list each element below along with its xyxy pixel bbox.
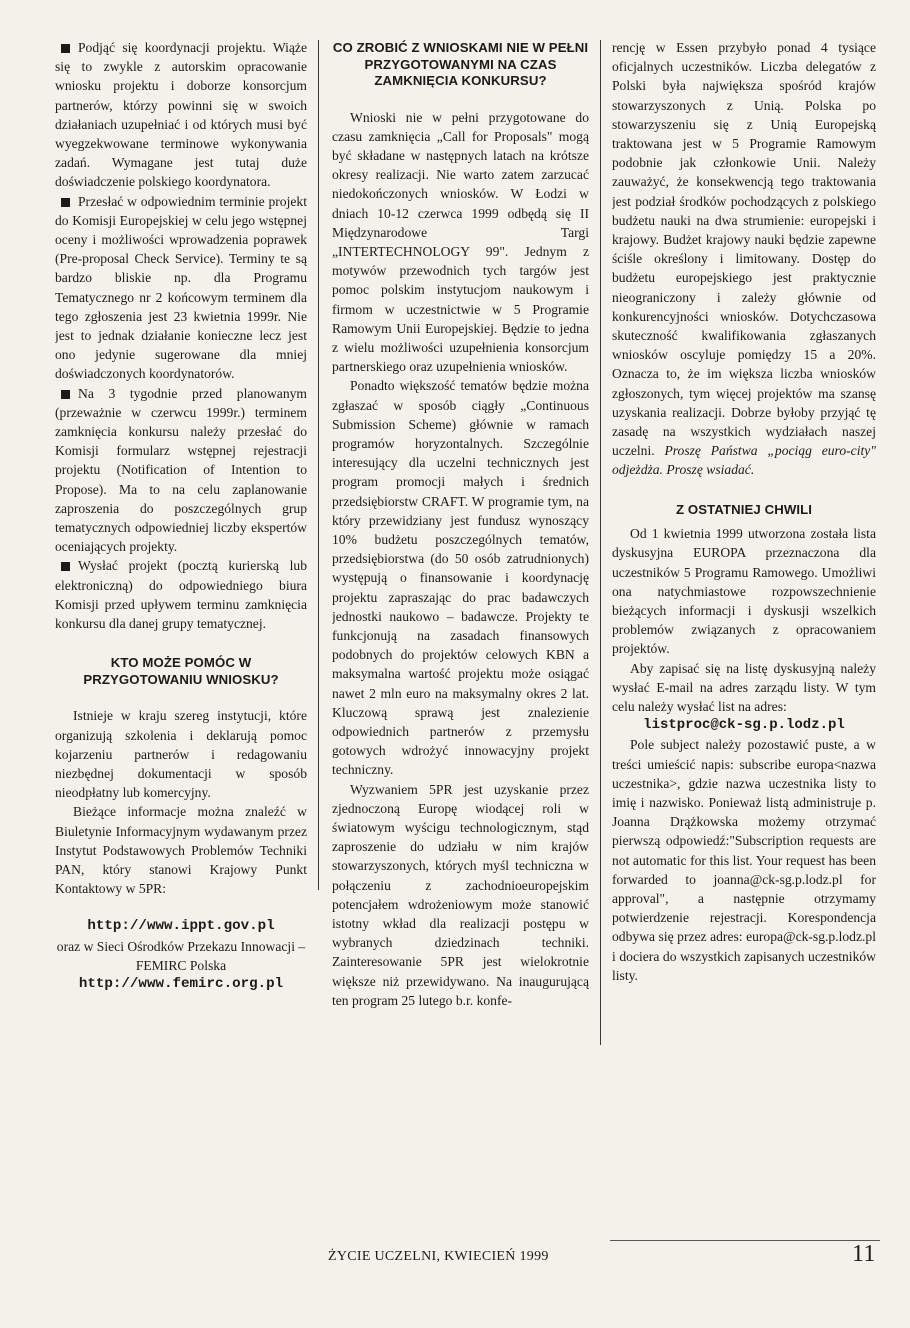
body-paragraph: Ponadto większość tematów będzie można zgłaszać w sposób ciągły „Continuous Submission Scheme) głównie w ramach programów horyzontalnych. Szczególnie interesujący dla uczelni technicznych jest program promocji małych i średnich przedsiębiorstw CRAFT. W programie tym, na który przewidziany jest fundusz wynoszący 10% budżetu poszczególnych tematów, przedsiębiorstwa (do 50 osób zatrudnionych) występują o finansowanie i koordynację projektu zapraszając do prac badawczych jednostki naukowo – badawcze. Projekty te funkcjonują na zasadach finansowych podobnych do projektów celowych KBN a maksymalna wartość projektu może osiągać nawet 2 mln euro na maksymalny okres 2 lat. Kluczową sprawą jest znalezienie odpowiednich partnerów z przemysłu gotowych wdrożyć innowacyjny projekt techniczny. bbox=[332, 378, 589, 778]
body-paragraph: oraz w Sieci Ośrodków Przekazu Innowacji – FEMIRC Polska bbox=[56, 938, 306, 973]
column-middle bbox=[332, 38, 589, 1328]
divider bbox=[610, 1240, 880, 1241]
bullet-paragraph: Przesłać w odpowiednim terminie projekt do Komisji Europejskiej w celu jego wstępnej oceny i możliwości wprowadzenia poprawek (Pre-proposal Check Service). Terminy te są bardzo bliskie np. dla Programu Tematycznego nr 2 końcowym terminem dla tego zgłoszenia jest 23 kwietnia 1999r. Nie jest to jednak działanie konieczne lecz jest ono jedynie sugerowane dla mniej doświadczonych koordynatorów. bbox=[55, 192, 307, 384]
body-paragraph bbox=[612, 38, 876, 480]
body-paragraph: Aby zapisać się na listę dyskusyjną należy wysłać E-mail na adres zarządu listy. W tym celu należy wysłać list na adres: bbox=[612, 660, 876, 714]
body-paragraph: Wyzwaniem 5PR jest uzyskanie przez zjednoczoną Europę wiodącej roli w światowym wyścigu technologicznym, stąd zaproszenie do udziału w nim krajów stowarzyszonych, których myśl techniczna w połączeniu z zachodnioeuropejskim potencjałem wdrożeniowym może stanowić istotny wkład dla realizacji postępu w wybranych dziedzinach techniki. Zainteresowanie 5PR jest wielokrotnie większe niż przewidywano. Na inaugurującą ten program 25 lutego b.r. konfe- bbox=[332, 781, 589, 1008]
bullet-paragraph: Na 3 tygodnie przed planowanym (przeważnie w czerwcu 1999r.) terminem zamknięcia konkursu należy przesłać do Komisji formularz wstępnej rejestracji projektu (Notification of Intention to Propose). Ma to na celu zaplanowanie zaproszenia do poszczególnych grup tematycznych odpowiedniej liczby ekspertów oceniających projekty. bbox=[55, 384, 307, 557]
italic-text: Proszę Państwa „pociąg euro-city" odjeżdża. Proszę wsiadać. bbox=[612, 443, 876, 478]
column-left bbox=[55, 38, 307, 1328]
url-link[interactable]: http://www.femirc.org.pl bbox=[78, 975, 284, 992]
url-link[interactable]: http://www.ippt.gov.pl bbox=[87, 918, 275, 935]
bullet-paragraph: Podjąć się koordynacji projektu. Wiąże się to zwykle z autorskim opracowanie wniosku projektu i doborze konsorcjum partnerów, którzy powinni się w swoich działaniach uzupełniać i od których musi być wyegzekwowane terminowe wykonywania zadań. Wymagane jest tutaj duże doświadczenie polskiego koordynatora. bbox=[55, 38, 307, 192]
body-paragraph: Wnioski nie w pełni przygotowane do czasu zamknięcia „Call for Proposals" mogą być składane w następnych latach na krótsze okresy realizacji. Nie warto zatem zarzucać niedokończonych wniosków. W Łodzi w dniach 10-12 czerwca 1999 odbędą się II Międzynarodowe Targi „INTERTECHNOLOGY 99". Jednym z motywów przewodnich tych targów jest pomoc polskim instytucjom naukowym i firmom w uczestnictwie w 5 Programie Ramowym Unii Europejskiej. Będzie to jedna z wielu możliwości uzupełnienia konsorcjum partnerskiego oraz uzupełnienia wniosków. bbox=[332, 109, 589, 375]
column-right bbox=[612, 38, 876, 1328]
body-paragraph: Od 1 kwietnia 1999 utworzona została lista dyskusyjna EUROPA przeznaczona dla uczestników 5 Programu Ramowego. Umożliwi ona natychmiastowe rozpowszechnienie bieżących informacji i dyskusji wszelkich problemów związanych z opracowaniem projektów. bbox=[612, 526, 876, 657]
body-paragraph: Bieżące informacje można znaleźć w Biuletynie Informacyjnym wydawanym przez Instytut Podstawowych Problemów Techniki PAN, który stanowi Krajowy Punkt Kontaktowy w 5PR: bbox=[55, 804, 307, 897]
bullet-paragraph: Wysłać projekt (pocztą kurierską lub elektroniczną) do odpowiedniego biura Komisji przed upływem terminu zamknięcia konkursu dla danej grupy tematycznej. bbox=[55, 556, 307, 633]
body-paragraph: Istnieje w kraju szereg instytucji, które organizują szkolenia i deklarują pomoc kojarzeniu partnerów i redagowaniu niezbędnej dokumentacji w sposób nieodpłatny lub komercyjny. bbox=[55, 708, 307, 801]
email-address[interactable]: listproc@ck-sg.p.lodz.pl bbox=[643, 717, 845, 734]
publication-title: ŻYCIE UCZELNI, KWIECIEŃ 1999 bbox=[328, 1249, 549, 1264]
column-divider bbox=[318, 40, 319, 890]
body-text: rencję w Essen przybyło ponad 4 tysiące oficjalnych uczestników. Liczba delegatów z Polski była największa spośród krajów stowarzyszonych z Unią. Polska po stowarzyszeniu się z Unią Europejską traktowana jest w 5 Programie Ramowym podobnie jak członkowie Unii. Należy zauważyć, że konsekwencją tego traktowania jest podział środków pochodzących z polskiego budżetu nauki na dwa strumienie: europejski i krajowy. Budżet krajowy nauki będzie zapewne ściśle określony i limitowany. Dostęp do budżetu europejskiego jest praktycznie nieograniczony i zależy głównie od konkurencyjności wniosków. Dotychczasowa skuteczność kwalifikowania zgłaszanych wniosków oscyluje pomiędzy 15 a 20%. Oznacza to, że im większa liczba wniosków zgłoszonych, tym więcej projektów ma szansę uzyskania realizacji. Dobrze byłoby przyjąć tę zasadę na wszystkich wydziałach naszej uczelni. bbox=[612, 40, 876, 459]
page-number: 11 bbox=[852, 1241, 876, 1267]
section-heading: KTO MOŻE POMÓC W PRZYGOTOWANIU WNIOSKU? bbox=[83, 655, 279, 687]
column-divider bbox=[600, 40, 601, 1045]
section-heading: CO ZROBIĆ Z WNIOSKAMI NIE W PEŁNI PRZYGOTOWANYMI NA CZAS ZAMKNIĘCIA KONKURSU? bbox=[332, 40, 589, 88]
body-paragraph: Pole subject należy pozostawić puste, a w treści umieścić napis: subscribe europa<nazwa uczestnika>, gdzie nazwa uczestnika listy to imię i nazwisko. Ponieważ listą administruje p. Joanna Drążkowska możemy otrzymać pierwszą odpowiedź:"Subscription requests are not automatic for this list. Your request has been forwarded to joanna@ck-sg.p.lodz.pl for approval", a następnie otrzymamy potwierdzenie rejestracji. Korespondencja odbywa się przez adres: europa@ck-sg.p.lodz.pl i dociera do wszystkich zapisanych uczestników listy. bbox=[612, 737, 876, 983]
section-heading: Z OSTATNIEJ CHWILI bbox=[675, 501, 813, 517]
